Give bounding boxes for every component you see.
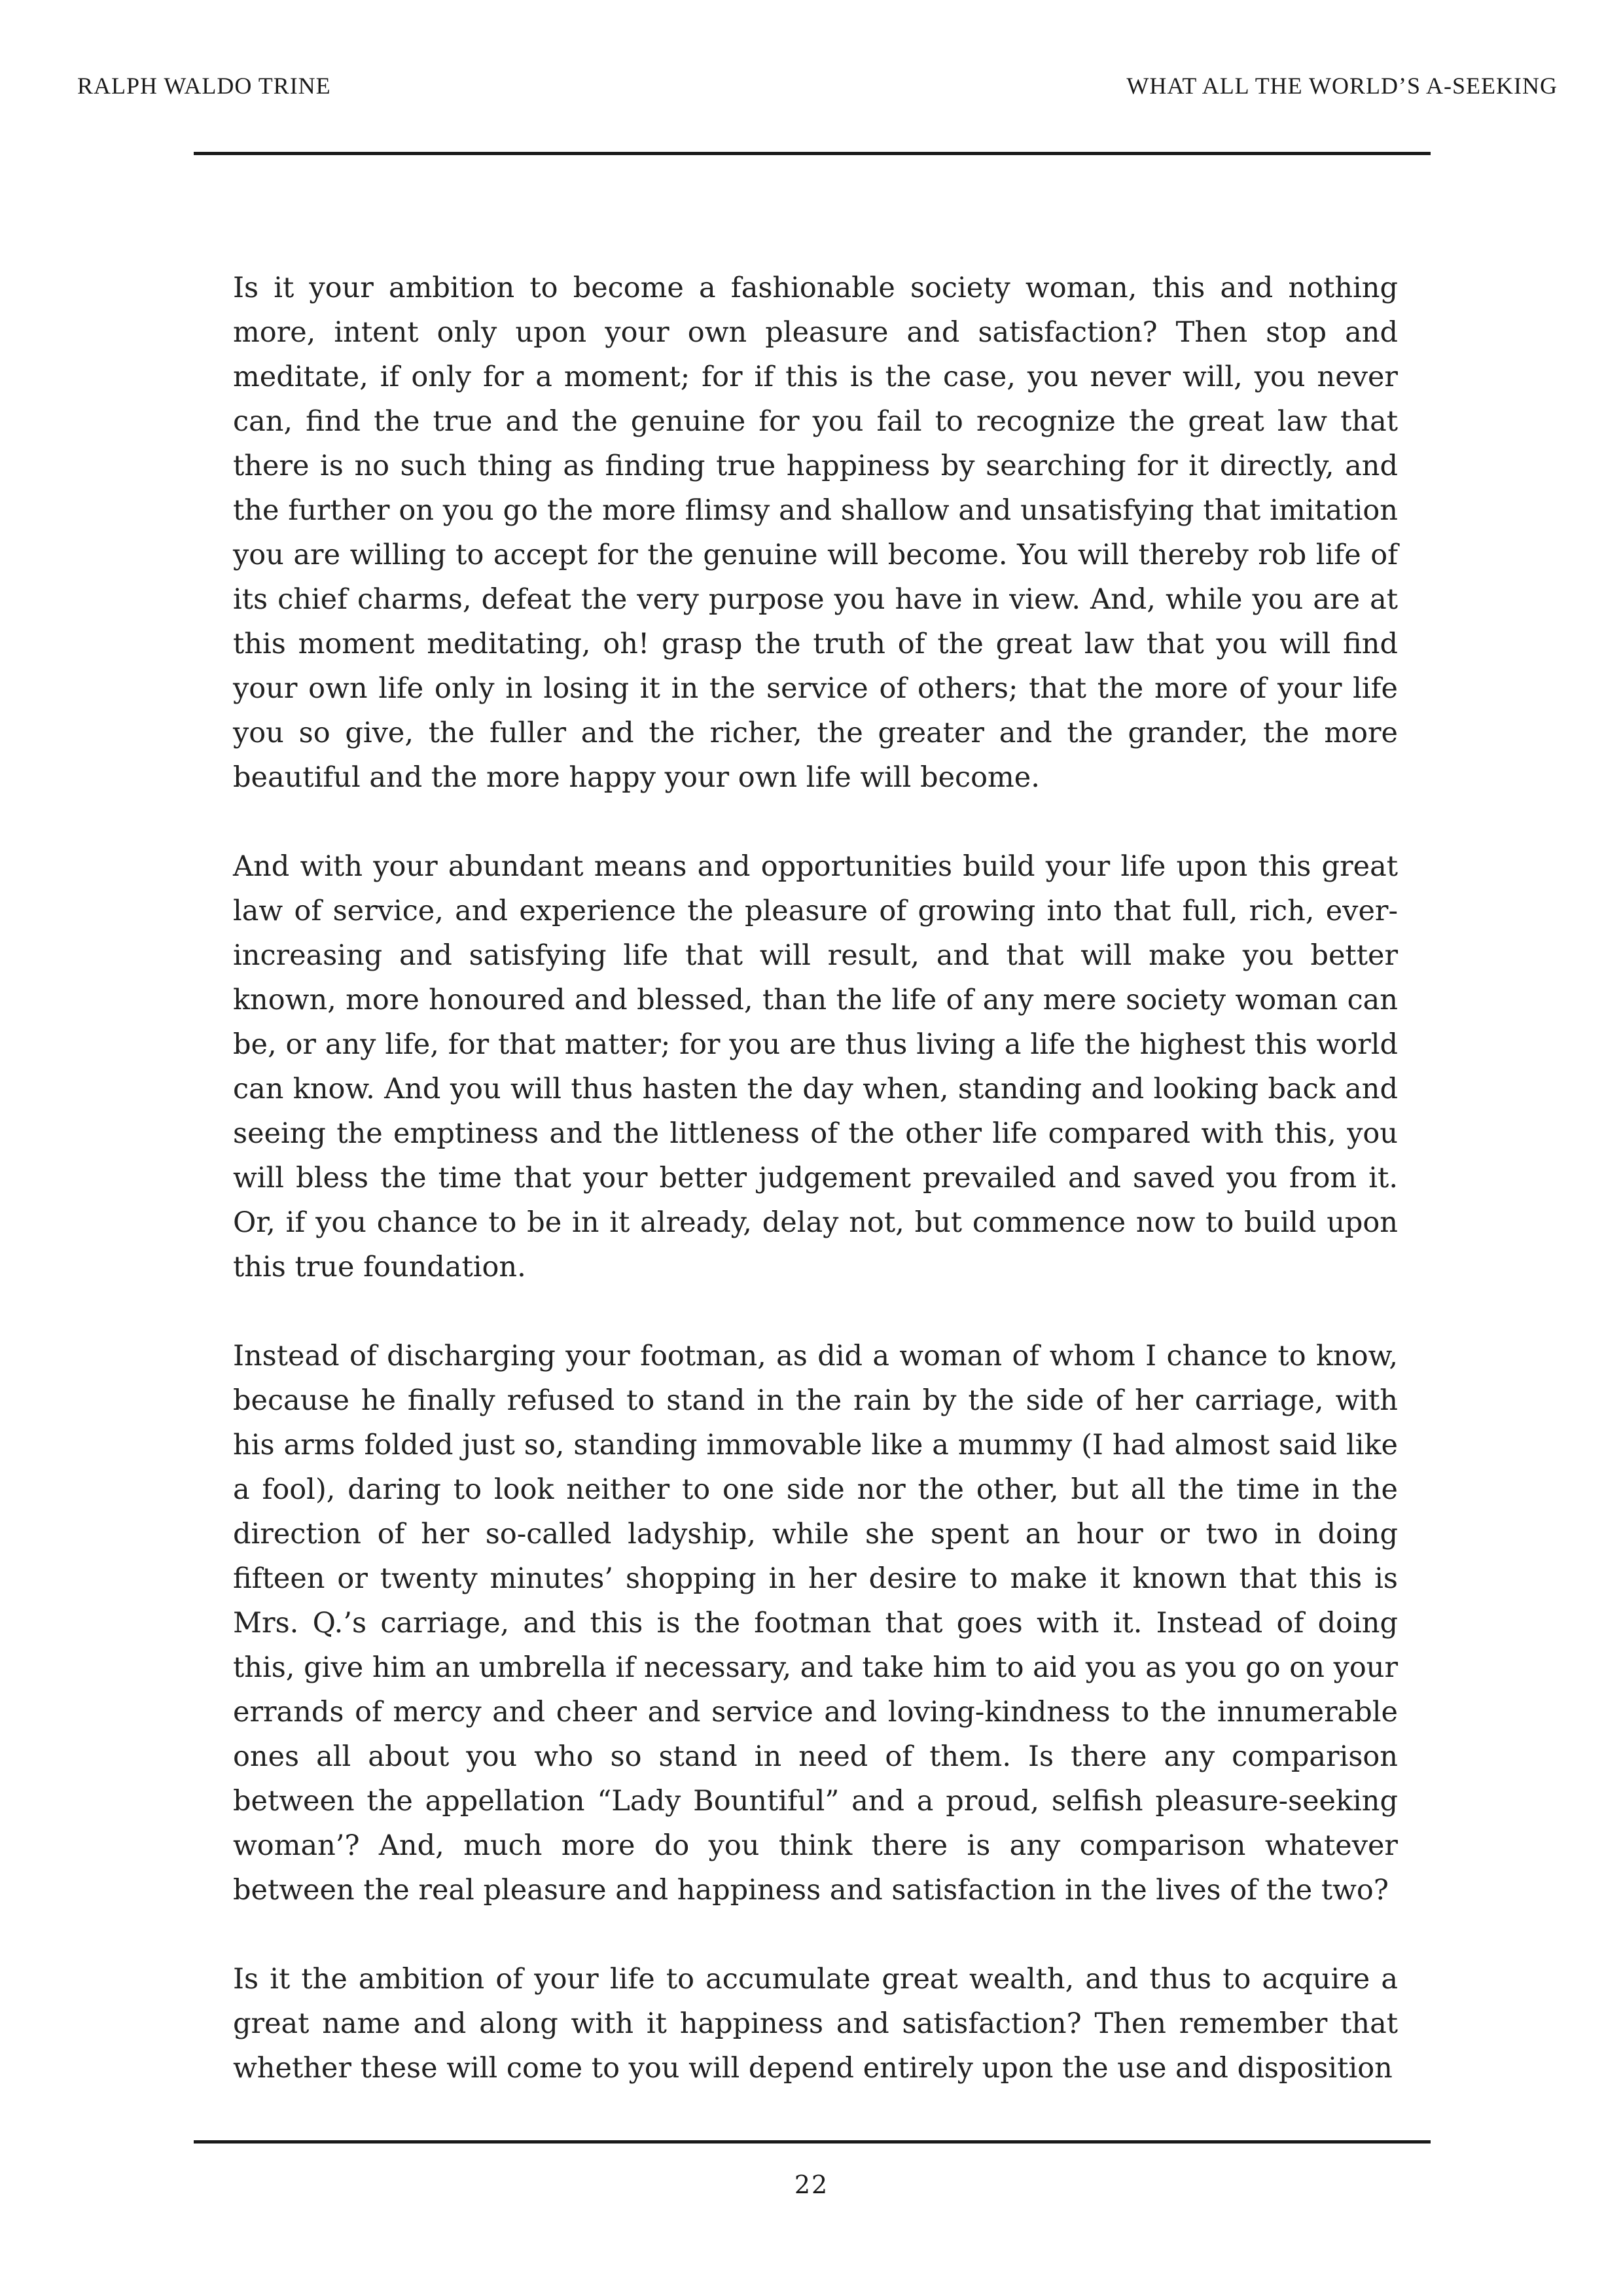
paragraph: Instead of discharging your footman, as did a woman of whom I chance to know, because he finally refused to stand in the rain by the side of her carriage, with his arms folded just so, standing immovable like a mummy (I had almost said like a fool), daring to look neither to one side nor the other, but all the time in the direction of her so-called ladyship, while she spent an hour or two in doing fifteen or twenty minutes’ shopping in her desire to make it known that this is Mrs. Q.’s carriage, and this is the footman that goes with it. Instead of doing this, give him an umbrella if necessary, and take him to aid you as you go on your errands of mercy and cheer and service and loving-kindness to the innumerable ones all about you who so stand in need of them. Is there any comparison between the appellation “Lady Bountiful” and a proud, selfish pleasure-seeking woman’? And, much more do you think there is any comparison whatever between the real pleasure and happiness and satisfaction in the lives of the two?	[233, 1340, 1398, 1907]
footer-divider	[194, 2140, 1431, 2144]
paragraph: And with your abundant means and opportunities build your life upon this great law of service, and experience the pleasure of growing into that full, rich, ever-increasing and satisfying life that will result, and that will make you better known, more honoured and blessed, than the life of any mere society woman can be, or any life, for that matter; for you are thus living a life the highest this world can know. And you will thus hasten the day when, standing and looking back and seeing the emptiness and the littleness of the other life compared with this, you will bless the time that your better judgement prevailed and saved you from it. Or, if you chance to be in it already, delay not, but commence now to build upon this true foundation.	[233, 850, 1398, 1283]
header-author: RALPH WALDO TRINE	[77, 73, 331, 99]
page-body	[233, 266, 1398, 2085]
paragraph: Is it the ambition of your life to accumulate great wealth, and thus to acquire a great name and along with it happiness and satisfaction? Then remember that whether these will come to you will depend entirely upon the use and disposition	[233, 1963, 1398, 2085]
header-divider	[194, 152, 1431, 155]
running-header	[77, 72, 1558, 105]
paragraph: Is it your ambition to become a fashionable society woman, this and nothing more, intent only upon your own pleasure and satisfaction? Then stop and meditate, if only for a moment; for if this is the case, you never will, you never can, find the true and the genuine for you fail to recognize the great law that there is no such thing as finding true happiness by searching for it directly, and the further on you go the more flimsy and shallow and unsatisfying that imitation you are willing to accept for the genuine will become. You will thereby rob life of its chief charms, defeat the very purpose you have in view. And, while you are at this moment meditating, oh! grasp the truth of the great law that you will find your own life only in losing it in the service of others; that the more of your life you so give, the fuller and the richer, the greater and the grander, the more beautiful and the more happy your own life will become.	[233, 272, 1398, 794]
page-number: 22	[794, 2170, 829, 2199]
header-book-title: WHAT ALL THE WORLD’S A-SEEKING	[1126, 73, 1558, 99]
